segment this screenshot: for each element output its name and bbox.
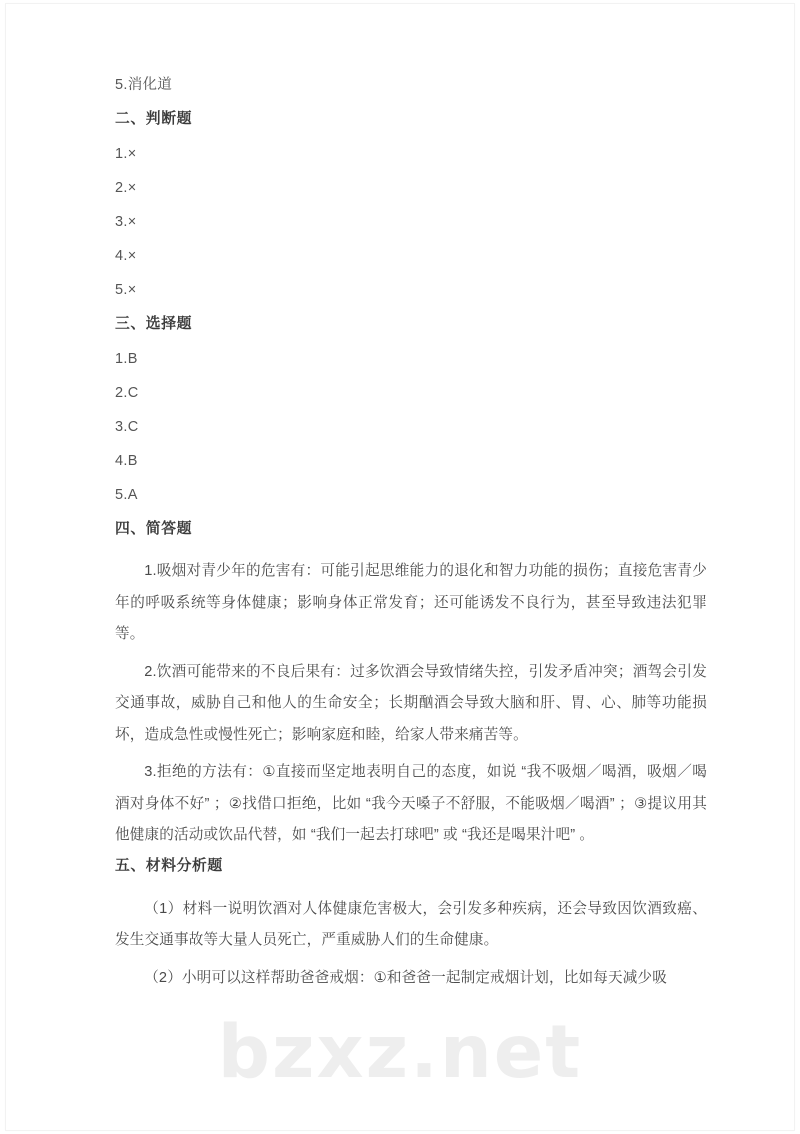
answer-item: 3.C xyxy=(115,418,139,435)
answer-item: 4.B xyxy=(115,452,138,469)
answer-item: 2.× xyxy=(115,179,137,196)
answer-item: 2.C xyxy=(115,384,139,401)
section-heading-material-analysis: 五、材料分析题 xyxy=(115,857,223,874)
answer-item: 1.B xyxy=(115,350,138,367)
answer-paragraph: 1.吸烟对青少年的危害有：可能引起思维能力的退化和智力功能的损伤；直接危害青少年的呼吸系统等身体健康；影响身体正常发育；还可能诱发不良行为，甚至导致违法犯罪等。 xyxy=(115,563,707,643)
document-page xyxy=(6,4,794,1130)
answer-item: 4.× xyxy=(115,247,137,264)
answer-item: 5.消化道 xyxy=(115,77,173,93)
section-heading-short-answer: 四、简答题 xyxy=(115,520,192,537)
answer-item: 1.× xyxy=(115,145,137,162)
answer-item: 3.× xyxy=(115,213,137,230)
document-content xyxy=(115,78,707,994)
answer-paragraph: 3.拒绝的方法有：①直接而坚定地表明自己的态度，如说 “我不吸烟／喝酒，吸烟／喝酒对身体不好” ；②找借口拒绝，比如 “我今天嗓子不舒服，不能吸烟／喝酒” ；③提议用其他健康的活动或饮品代替，如 “我们一起去打球吧” 或 “我还是喝果汁吧” 。 xyxy=(115,764,707,844)
answer-paragraph: （1）材料一说明饮酒对人体健康危害极大，会引发多种疾病，还会导致因饮酒致癌、发生交通事故等大量人员死亡，严重威胁人们的生命健康。 xyxy=(115,900,707,949)
answer-item: 5.A xyxy=(115,486,138,503)
section-heading-multiple-choice: 三、选择题 xyxy=(115,315,192,332)
answer-paragraph: （2）小明可以这样帮助爸爸戒烟：①和爸爸一起制定戒烟计划，比如每天减少吸 xyxy=(144,969,667,986)
site-watermark: bzxz.net xyxy=(217,1010,583,1095)
answer-item: 5.× xyxy=(115,281,137,298)
section-heading-judgment: 二、判断题 xyxy=(115,111,192,127)
answer-paragraph: 2.饮酒可能带来的不良后果有：过多饮酒会导致情绪失控，引发矛盾冲突；酒驾会引发交通事故，威胁自己和他人的生命安全；长期酗酒会导致大脑和肝、胃、心、肺等功能损坏，造成急性或慢性死亡；影响家庭和睦，给家人带来痛苦等。 xyxy=(115,663,707,743)
